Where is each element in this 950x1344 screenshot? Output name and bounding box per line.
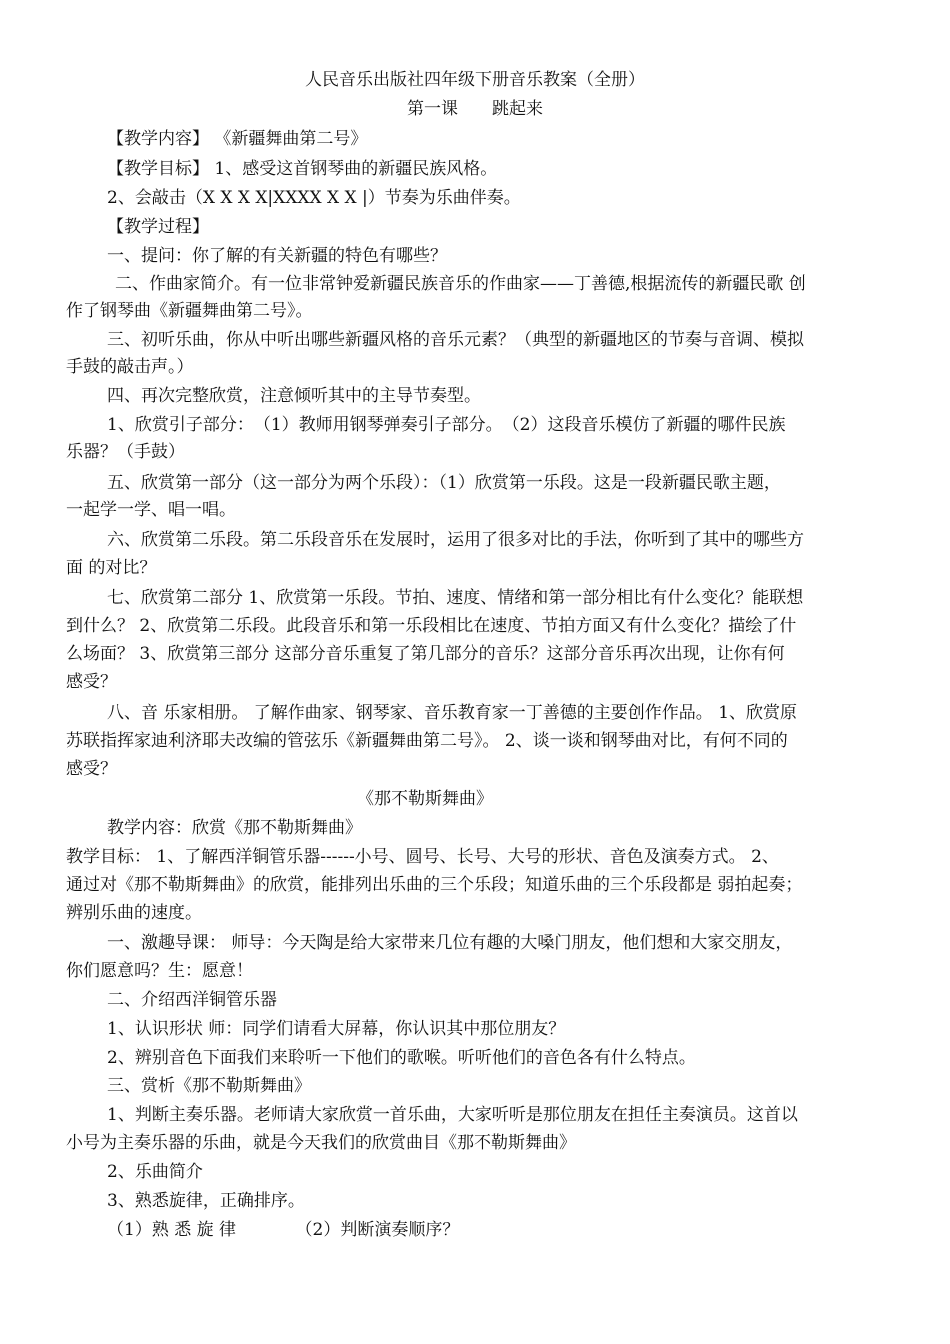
teaching-goal-2: 2、会敲击（X X X X|XXXX X X |）节奏为乐曲伴奏。 — [107, 188, 521, 208]
section-heading: 《那不勒斯舞曲》 — [357, 789, 493, 809]
teaching-content-2: 教学内容：欣赏《那不勒斯舞曲》 — [107, 818, 362, 838]
document-title: 人民音乐出版社四年级下册音乐教案（全册） — [305, 70, 645, 90]
section-3-item-3: 3、熟悉旋律，正确排序。 — [107, 1191, 305, 1211]
process-step-7-line-1: 七、欣赏第二部分 1、欣赏第一乐段。节拍、速度、情绪和第一部分相比有什么变化？能联想 — [107, 588, 804, 608]
process-step-7-line-3: 么场面？ 3、欣赏第三部分 这部分音乐重复了第几部分的音乐？这部分音乐再次出现，让你有何 — [66, 644, 785, 664]
section-3-item-1-line-2: 小号为主奏乐器的乐曲，就是今天我们的欣赏曲目《那不勒斯舞曲》 — [66, 1133, 576, 1153]
process-step-5-line-2: 一起学一学、唱一唱。 — [66, 500, 236, 520]
teaching-content: 【教学内容】 《新疆舞曲第二号》 — [107, 129, 368, 149]
intro-line-2: 你们愿意吗？生：愿意！ — [66, 961, 253, 981]
process-step-3-line-2: 手鼓的敲击声。） — [66, 357, 194, 377]
process-step-2-line-1: 二、作曲家简介。有一位非常钟爱新疆民族音乐的作曲家——丁善德,根据流传的新疆民歌 创 — [115, 274, 806, 294]
section-2-heading: 二、介绍西洋铜管乐器 — [107, 990, 277, 1010]
section-3-item-3-subitems: （1）熟 悉 旋 律 （2）判断演奏顺序？ — [107, 1220, 460, 1240]
process-step-4-1-line-1: 1、欣赏引子部分： （1）教师用钢琴弹奏引子部分。 （2）这段音乐模仿了新疆的哪件民族 — [107, 415, 786, 435]
section-2-item-2: 2、辨别音色下面我们来聆听一下他们的歌喉。听听他们的音色各有什么特点。 — [107, 1048, 696, 1068]
section-3-heading: 三、赏析《那不勒斯舞曲》 — [107, 1076, 311, 1096]
section-3-item-2: 2、乐曲简介 — [107, 1162, 203, 1182]
process-step-6-line-2: 面 的对比？ — [66, 558, 157, 578]
teaching-goal-1: 【教学目标】 1、感受这首钢琴曲的新疆民族风格。 — [107, 159, 498, 179]
process-step-1: 一、提问：你了解的有关新疆的特色有哪些？ — [107, 246, 447, 266]
process-step-7-line-4: 感受？ — [66, 672, 117, 692]
teaching-goal-2-line-1: 教学目标： 1、了解西洋铜管乐器------小号、圆号、长号、大号的形状、音色及演奏方式。 2、 — [66, 847, 779, 867]
process-step-8-line-1: 八、音 乐家相册。 了解作曲家、钢琴家、音乐教育家一丁善德的主要创作作品。 1、欣赏原 — [107, 703, 798, 723]
process-step-8-line-2: 苏联指挥家迪利济耶夫改编的管弦乐《新疆舞曲第二号》。 2、谈一谈和钢琴曲对比，有何不同的 — [66, 731, 788, 751]
process-step-4-1-line-2: 乐器？（手鼓） — [66, 442, 185, 462]
section-3-item-1-line-1: 1、判断主奏乐器。老师请大家欣赏一首乐曲，大家听听是那位朋友在担任主奏演员。这首以 — [107, 1105, 798, 1125]
teaching-goal-2-line-3: 辨别乐曲的速度。 — [66, 903, 202, 923]
teaching-goal-2-line-2: 通过对《那不勒斯舞曲》的欣赏，能排列出乐曲的三个乐段；知道乐曲的三个乐段都是 弱拍起奏； — [66, 875, 803, 895]
process-step-3-line-1: 三、初听乐曲，你从中听出哪些新疆风格的音乐元素？（典型的新疆地区的节奏与音调、模拟 — [107, 330, 804, 350]
process-step-8-line-3: 感受？ — [66, 759, 117, 779]
process-step-6-line-1: 六、欣赏第二乐段。第二乐段音乐在发展时，运用了很多对比的手法，你听到了其中的哪些方 — [107, 530, 804, 550]
lesson-heading: 第一课 跳起来 — [407, 99, 543, 119]
process-step-5-line-1: 五、欣赏第一部分（这一部分为两个乐段）：（1）欣赏第一乐段。这是一段新疆民歌主题， — [107, 473, 781, 493]
intro-line-1: 一、激趣导课： 师导：今天陶是给大家带来几位有趣的大嗓门朋友，他们想和大家交朋友， — [107, 933, 793, 953]
process-step-2-line-2: 作了钢琴曲《新疆舞曲第二号》。 — [66, 301, 313, 321]
process-step-7-line-2: 到什么？ 2、欣赏第二乐段。此段音乐和第一乐段相比在速度、节拍方面又有什么变化？描绘了什 — [66, 616, 797, 636]
process-heading: 【教学过程】 — [107, 217, 209, 237]
section-2-item-1: 1、认识形状 师：同学们请看大屏幕，你认识其中那位朋友？ — [107, 1019, 566, 1039]
process-step-4: 四、再次完整欣赏，注意倾听其中的主导节奏型。 — [107, 386, 481, 406]
